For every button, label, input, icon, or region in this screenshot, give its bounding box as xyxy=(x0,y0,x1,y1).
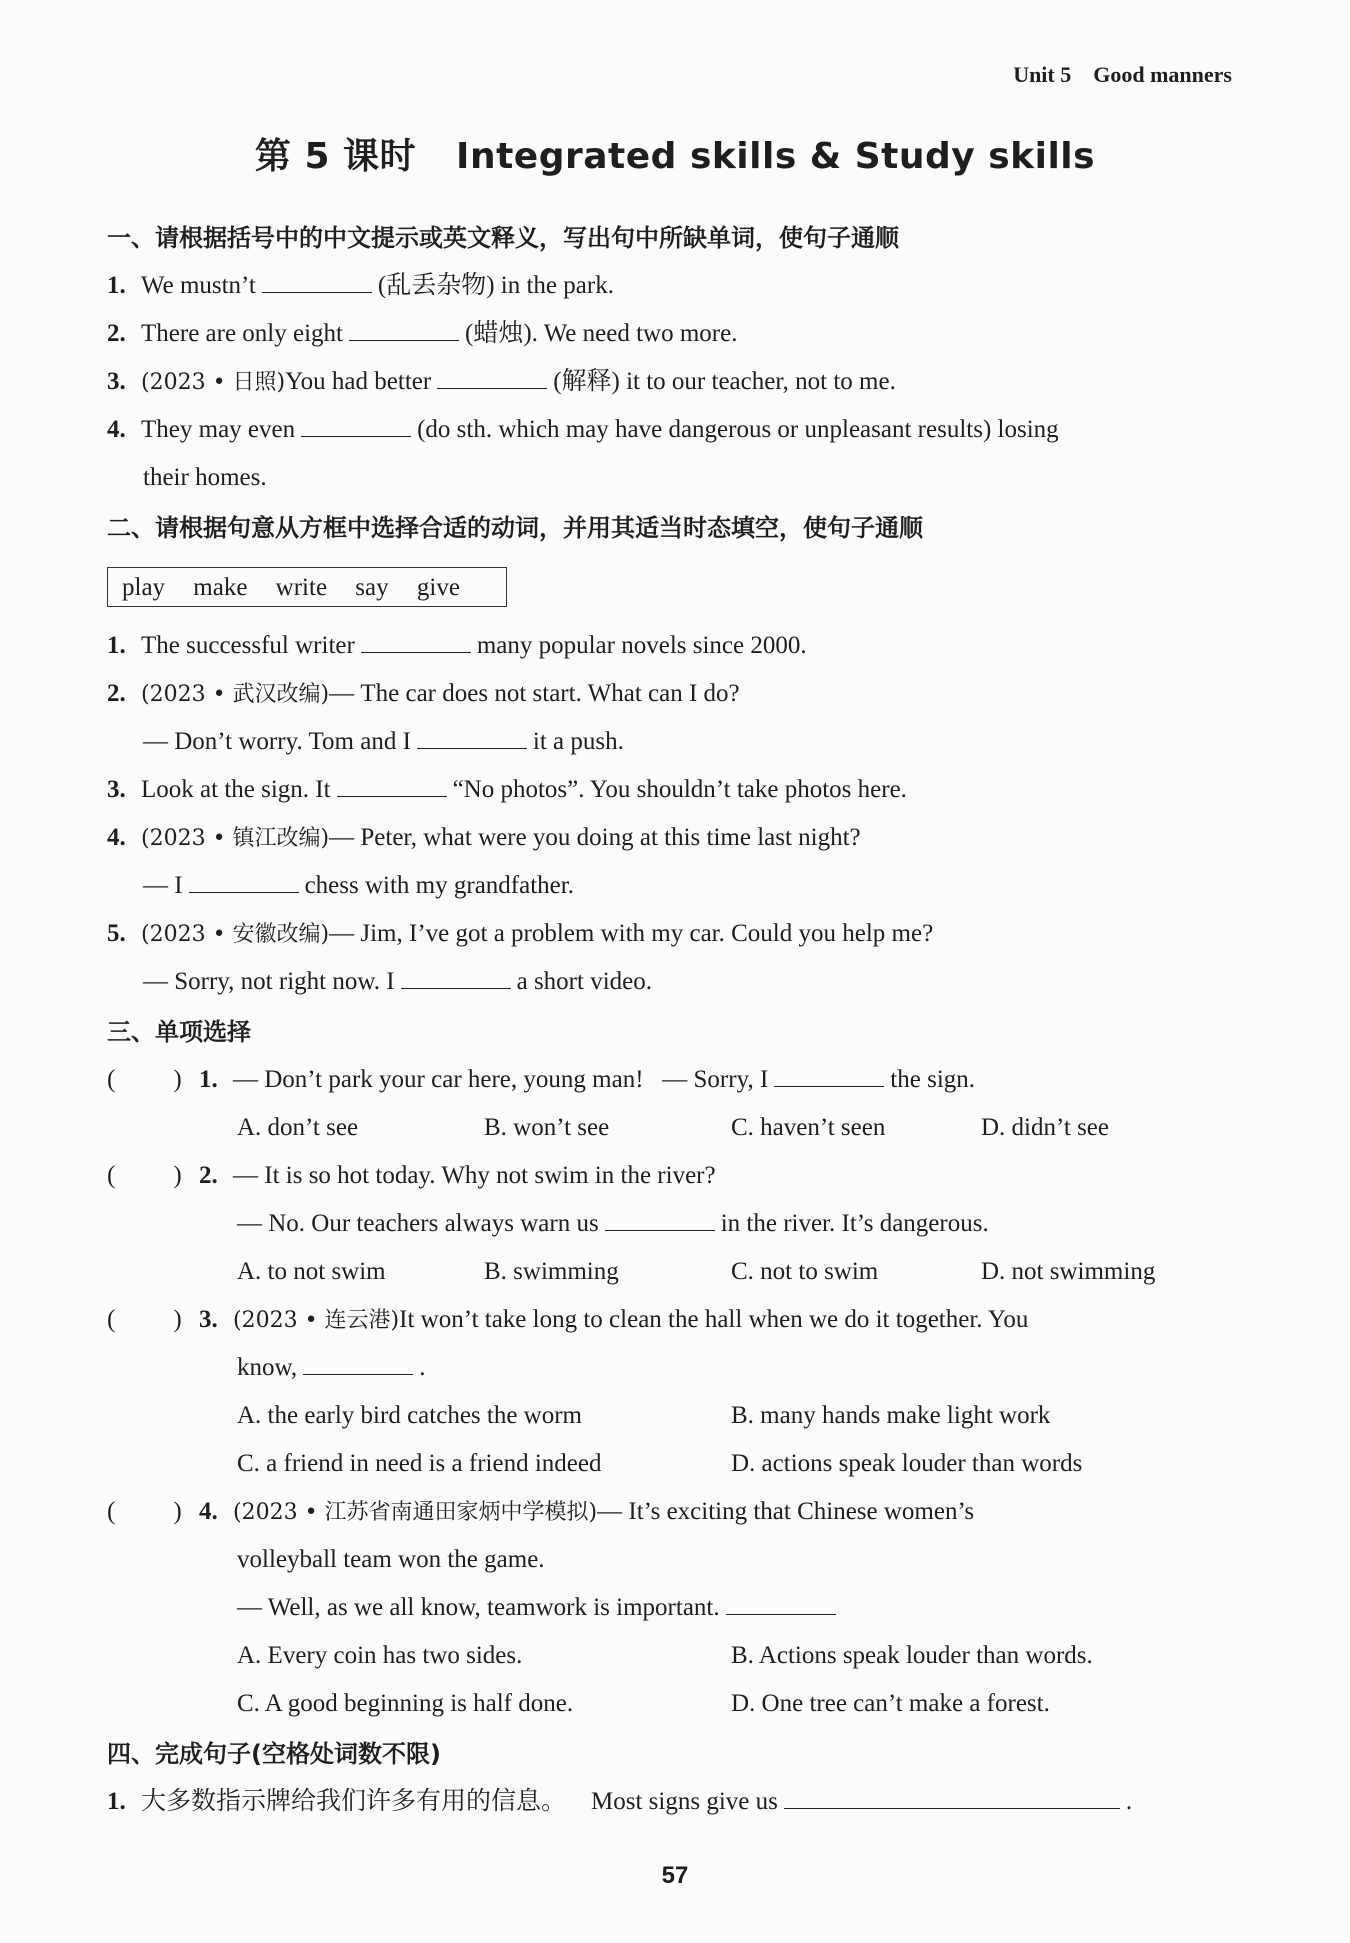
lesson-title xyxy=(0,128,1350,179)
option-c[interactable]: C. not to swim xyxy=(731,1258,879,1285)
part3-question-1: ( ) 1. — Don’t park your car here, young man! — Sorry, I the sign. xyxy=(107,1062,1234,1098)
part1-question-1: 1. We mustn’t (乱丢杂物) in the park. xyxy=(107,272,614,299)
part3-question-2-reply: — No. Our teachers always warn us in the river. It’s dangerous. xyxy=(237,1210,989,1237)
answer-blank[interactable] xyxy=(605,1208,715,1231)
part1-question-4: 4. They may even (do sth. which may have dangerous or unpleasant results) losing xyxy=(107,416,1059,443)
part2-question-4: 4. (2023 • 镇江改编)— Peter, what were you doing at this time last night? xyxy=(107,824,861,851)
option-a[interactable]: A. to not swim xyxy=(237,1258,386,1285)
option-a[interactable]: A. don’t see xyxy=(237,1114,359,1141)
answer-blank[interactable] xyxy=(774,1064,884,1087)
unit-title: Good manners xyxy=(1093,62,1232,87)
part2-question-3: 3. Look at the sign. It “No photos”. You shouldn’t take photos here. xyxy=(107,776,907,803)
word-box: play make write say give xyxy=(107,567,507,607)
unit-number: Unit 5 xyxy=(1013,62,1072,87)
part2-question-5-reply: — Sorry, not right now. I a short video. xyxy=(143,968,652,995)
answer-blank[interactable] xyxy=(361,630,471,653)
option-c[interactable]: C. haven’t seen xyxy=(731,1114,886,1141)
answer-blank[interactable] xyxy=(784,1786,1120,1809)
option-b[interactable]: B. Actions speak louder than words. xyxy=(731,1642,1093,1669)
answer-bracket[interactable]: ( ) xyxy=(107,1306,182,1333)
answer-blank[interactable] xyxy=(726,1592,836,1615)
option-b[interactable]: B. many hands make light work xyxy=(731,1402,1051,1429)
option-a[interactable]: A. Every coin has two sides. xyxy=(237,1642,523,1669)
option-d[interactable]: D. not swimming xyxy=(981,1258,1156,1285)
part4-heading: 四、完成句子(空格处词数不限) xyxy=(107,1740,441,1768)
part3-question-3-continued: know, . xyxy=(237,1354,426,1381)
answer-blank[interactable] xyxy=(417,726,527,749)
part1-question-3: 3. (2023 • 日照)You had better (解释) it to our teacher, not to me. xyxy=(107,368,896,395)
option-d[interactable]: D. actions speak louder than words xyxy=(731,1450,1083,1477)
option-d[interactable]: D. One tree can’t make a forest. xyxy=(731,1690,1050,1717)
part2-question-2: 2. (2023 • 武汉改编)— The car does not start. What can I do? xyxy=(107,680,740,707)
source-tag: (2023 • 江苏省南通田家炳中学模拟) xyxy=(233,1500,598,1525)
part2-question-2-reply: — Don’t worry. Tom and I it a push. xyxy=(143,728,624,755)
answer-bracket[interactable]: ( ) xyxy=(107,1498,182,1525)
part3-question-3: ( ) 3. (2023 • 连云港)It won’t take long to clean the hall when we do it together. You xyxy=(107,1302,1234,1339)
option-b[interactable]: B. swimming xyxy=(484,1258,619,1285)
option-a[interactable]: A. the early bird catches the worm xyxy=(237,1402,583,1429)
lesson-title-en: Integrated skills & Study skills xyxy=(456,136,1096,177)
source-tag: (2023 • 武汉改编) xyxy=(141,682,330,707)
option-b[interactable]: B. won’t see xyxy=(484,1114,610,1141)
lesson-title-cn: 第 5 课时 xyxy=(254,136,417,177)
source-tag: (2023 • 日照) xyxy=(141,370,286,395)
answer-bracket[interactable]: ( ) xyxy=(107,1162,182,1189)
page-number: 57 xyxy=(661,1862,689,1889)
option-c[interactable]: C. A good beginning is half done. xyxy=(237,1690,574,1717)
part3-question-2: ( ) 2. — It is so hot today. Why not swim in the river? xyxy=(107,1158,1234,1194)
answer-bracket[interactable]: ( ) xyxy=(107,1066,182,1093)
answer-blank[interactable] xyxy=(401,966,511,989)
part3-heading: 三、单项选择 xyxy=(107,1018,251,1046)
answer-blank[interactable] xyxy=(301,414,411,437)
part3-question-4: ( ) 4. (2023 • 江苏省南通田家炳中学模拟)— It’s exciting that Chinese women’s xyxy=(107,1494,1234,1531)
answer-blank[interactable] xyxy=(262,270,372,293)
part1-question-2: 2. There are only eight (蜡烛). We need two more. xyxy=(107,320,738,347)
part1-question-4-continued: their homes. xyxy=(143,464,267,491)
running-header xyxy=(991,62,1232,88)
answer-blank[interactable] xyxy=(337,774,447,797)
part4-question-1: 1. 大多数指示牌给我们许多有用的信息。 Most signs give us . xyxy=(107,1788,1133,1815)
answer-blank[interactable] xyxy=(349,318,459,341)
part3-question-4-reply: — Well, as we all know, teamwork is important. xyxy=(237,1590,1234,1626)
part2-question-4-reply: — I chess with my grandfather. xyxy=(143,872,574,899)
source-tag: (2023 • 安徽改编) xyxy=(141,922,330,947)
part2-question-1: 1. The successful writer many popular novels since 2000. xyxy=(107,632,807,659)
option-c[interactable]: C. a friend in need is a friend indeed xyxy=(237,1450,602,1477)
source-tag: (2023 • 镇江改编) xyxy=(141,826,330,851)
answer-blank[interactable] xyxy=(437,366,547,389)
source-tag: (2023 • 连云港) xyxy=(233,1308,400,1333)
answer-blank[interactable] xyxy=(189,870,299,893)
option-d[interactable]: D. didn’t see xyxy=(981,1114,1109,1141)
part2-heading: 二、请根据句意从方框中选择合适的动词，并用其适当时态填空，使句子通顺 xyxy=(107,514,923,542)
part1-heading: 一、请根据括号中的中文提示或英文释义，写出句中所缺单词，使句子通顺 xyxy=(107,224,899,252)
part3-question-4-continued: volleyball team won the game. xyxy=(237,1546,545,1573)
part2-question-5: 5. (2023 • 安徽改编)— Jim, I’ve got a problem with my car. Could you help me? xyxy=(107,920,934,947)
answer-blank[interactable] xyxy=(303,1352,413,1375)
